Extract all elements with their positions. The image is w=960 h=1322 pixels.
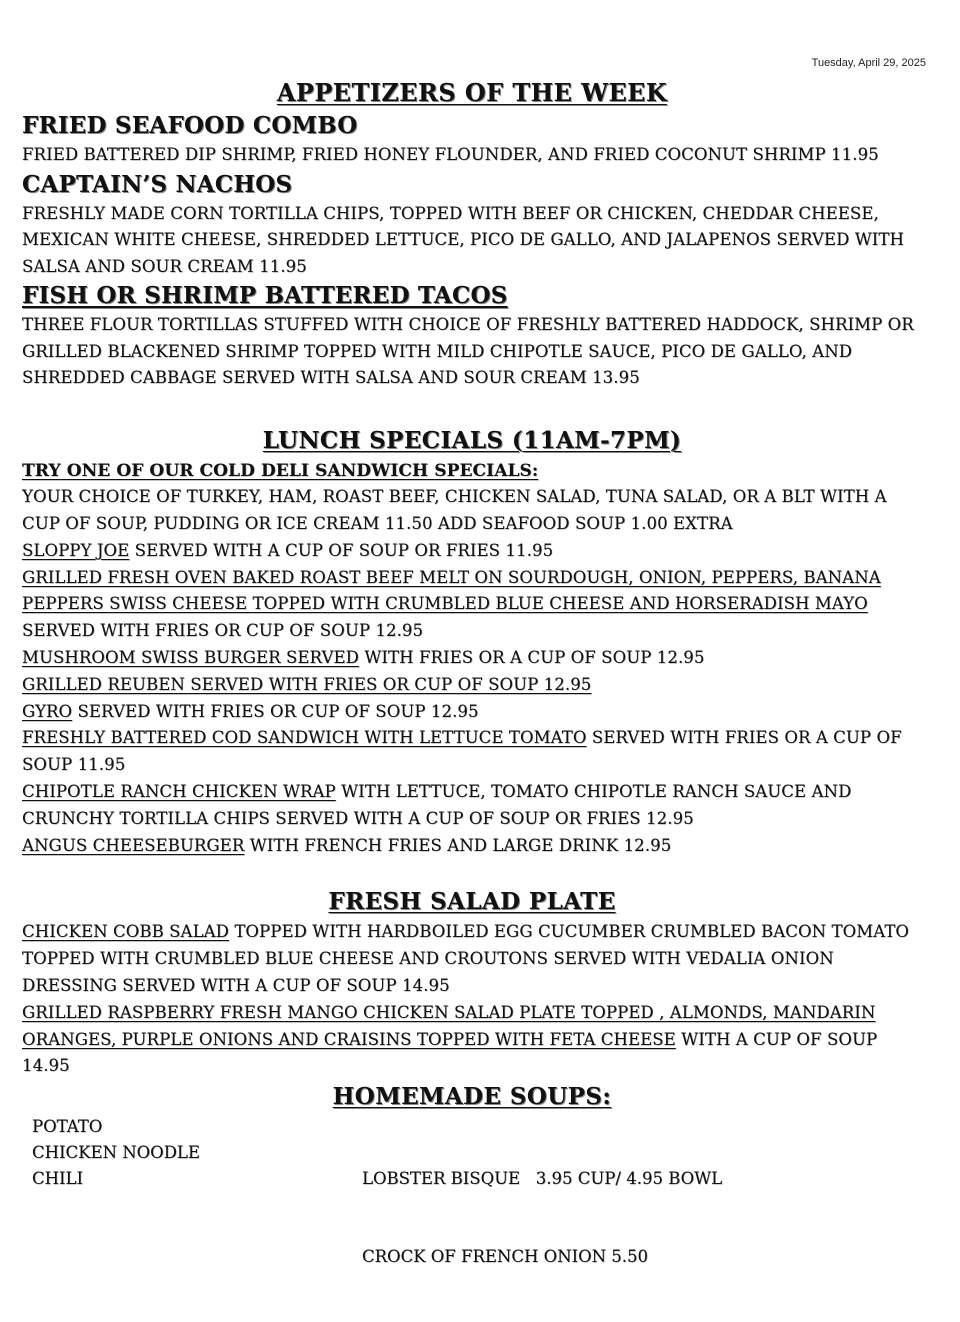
soup-item: CROCK OF FRENCH ONION 5.50 (362, 1247, 649, 1267)
deli-description: YOUR CHOICE OF TURKEY, HAM, ROAST BEEF, CHICKEN SALAD, TUNA SALAD, OR A BLT WITH A CUP OF SOUP, PUDDING OR ICE CREAM 11.50 ADD SEAFOOD SOUP 1.00 EXTRA (22, 487, 887, 534)
salad-item (22, 919, 922, 999)
lunch-item (22, 672, 922, 699)
lunch-item-description: WITH LETTUCE, TOMATO CHIPOTLE RANCH SAUCE AND CRUNCHY TORTILLA CHIPS SERVED WITH A CUP OF SOUP OR FRIES 12.95 (22, 782, 852, 828)
lunch-item (22, 538, 922, 565)
soup-item: POTATO (32, 1117, 103, 1137)
soup-item: LOBSTER BISQUE 3.95 CUP/ 4.95 BOWL (362, 1169, 723, 1189)
soups-right-column (362, 1114, 722, 1322)
lunch-item-name: FRESHLY BATTERED COD SANDWICH WITH LETTUCE TOMATO (22, 728, 587, 748)
lunch-item-description: WITH FRIES OR A CUP OF SOUP 12.95 (358, 648, 705, 668)
menu-page (22, 76, 922, 1322)
salad-item-description: WITH A CUP OF SOUP 14.95 (22, 1029, 878, 1076)
soup-item: CHILI (32, 1169, 84, 1189)
lunch-item-name: MUSHROOM SWISS BURGER SERVED (22, 648, 359, 668)
lunch-item-name: GRILLED FRESH OVEN BAKED ROAST BEEF MELT ON SOURDOUGH, ONION, PEPPERS, BANANA PEPPERS SWISS CHEESE TOPPED WITH CRUMBLED BLUE CHEESE AND HORSERADISH MAYO (22, 567, 881, 614)
menu-date: Tuesday, April 29, 2025 (811, 57, 926, 69)
lunch-item-description: SERVED WITH FRIES OR CUP OF SOUP 12.95 (72, 701, 479, 721)
soups-title: HOMEMADE SOUPS: (332, 1083, 612, 1111)
lunch-item (22, 725, 922, 779)
salad-item-name: GRILLED RASPBERRY FRESH MANGO CHICKEN SALAD PLATE TOPPED , ALMONDS, MANDARIN ORANGES, PURPLE ONIONS AND CRAISINS TOPPED WITH FETA CHEESE (22, 1002, 876, 1049)
appetizer-name: CAPTAIN’S NACHOS (22, 170, 293, 198)
lunch-item-name: ANGUS CHEESEBURGER (22, 835, 245, 855)
lunch-item-description: WITH FRENCH FRIES AND LARGE DRINK 12.95 (244, 835, 672, 855)
appetizer-name: FRIED SEAFOOD COMBO (22, 112, 358, 139)
lunch-item-description: SERVED WITH A CUP OF SOUP OR FRIES 11.95 (129, 540, 554, 560)
lunch-item (22, 833, 922, 860)
lunch-item-description: SERVED WITH FRIES OR A CUP OF SOUP 11.95 (22, 728, 902, 775)
appetizer-name: FISH OR SHRIMP BATTERED TACOS (22, 282, 508, 309)
salad-item-name: CHICKEN COBB SALAD (22, 922, 229, 942)
lunch-specials-title: LUNCH SPECIALS (11AM-7PM) (262, 426, 682, 454)
deli-heading: TRY ONE OF OUR COLD DELI SANDWICH SPECIALS: (22, 460, 539, 481)
lunch-item (22, 779, 922, 833)
soups-left-column (22, 1114, 362, 1322)
lunch-item (22, 699, 922, 726)
appetizer-description: THREE FLOUR TORTILLAS STUFFED WITH CHOICE OF FRESHLY BATTERED HADDOCK, SHRIMP OR GRILLED BLACKENED SHRIMP TOPPED WITH MILD CHIPOTLE SAUCE, PICO DE GALLO, AND SHREDDED CABBAGE SERVED WITH SALSA AND SOUR CREAM 13.95 (22, 315, 914, 387)
lunch-item (22, 645, 922, 672)
appetizer-description: FRESHLY MADE CORN TORTILLA CHIPS, TOPPED WITH BEEF OR CHICKEN, CHEDDAR CHEESE, MEXICAN WHITE CHEESE, SHREDDED LETTUCE, PICO DE GALLO, AND JALAPENOS SERVED WITH SALSA AND SOUR CREAM 11.95 (22, 203, 905, 276)
salad-title: FRESH SALAD PLATE (328, 888, 616, 916)
soups-list (22, 1114, 922, 1322)
lunch-item-name: CHIPOTLE RANCH CHICKEN WRAP (22, 782, 336, 802)
salad-item-description: TOPPED WITH HARDBOILED EGG CUCUMBER CRUMBLED BACON TOMATO TOPPED WITH CRUMBLED BLUE CHEESE AND CROUTONS SERVED WITH VEDALIA ONION DRESSING SERVED WITH A CUP OF SOUP 14.95 (22, 922, 910, 996)
salad-item (22, 1000, 922, 1080)
lunch-item-name: GRILLED REUBEN SERVED WITH FRIES OR CUP OF SOUP 12.95 (22, 674, 592, 694)
lunch-item-name: SLOPPY JOE (22, 540, 130, 560)
appetizer-description: FRIED BATTERED DIP SHRIMP, FRIED HONEY FLOUNDER, AND FRIED COCONUT SHRIMP 11.95 (22, 145, 879, 164)
appetizers-title: APPETIZERS OF THE WEEK (276, 78, 668, 107)
soup-item: CHICKEN NOODLE (32, 1143, 200, 1163)
lunch-item-name: GYRO (22, 701, 73, 721)
lunch-item (22, 565, 922, 645)
lunch-item-description: SERVED WITH FRIES OR CUP OF SOUP 12.95 (22, 621, 424, 641)
